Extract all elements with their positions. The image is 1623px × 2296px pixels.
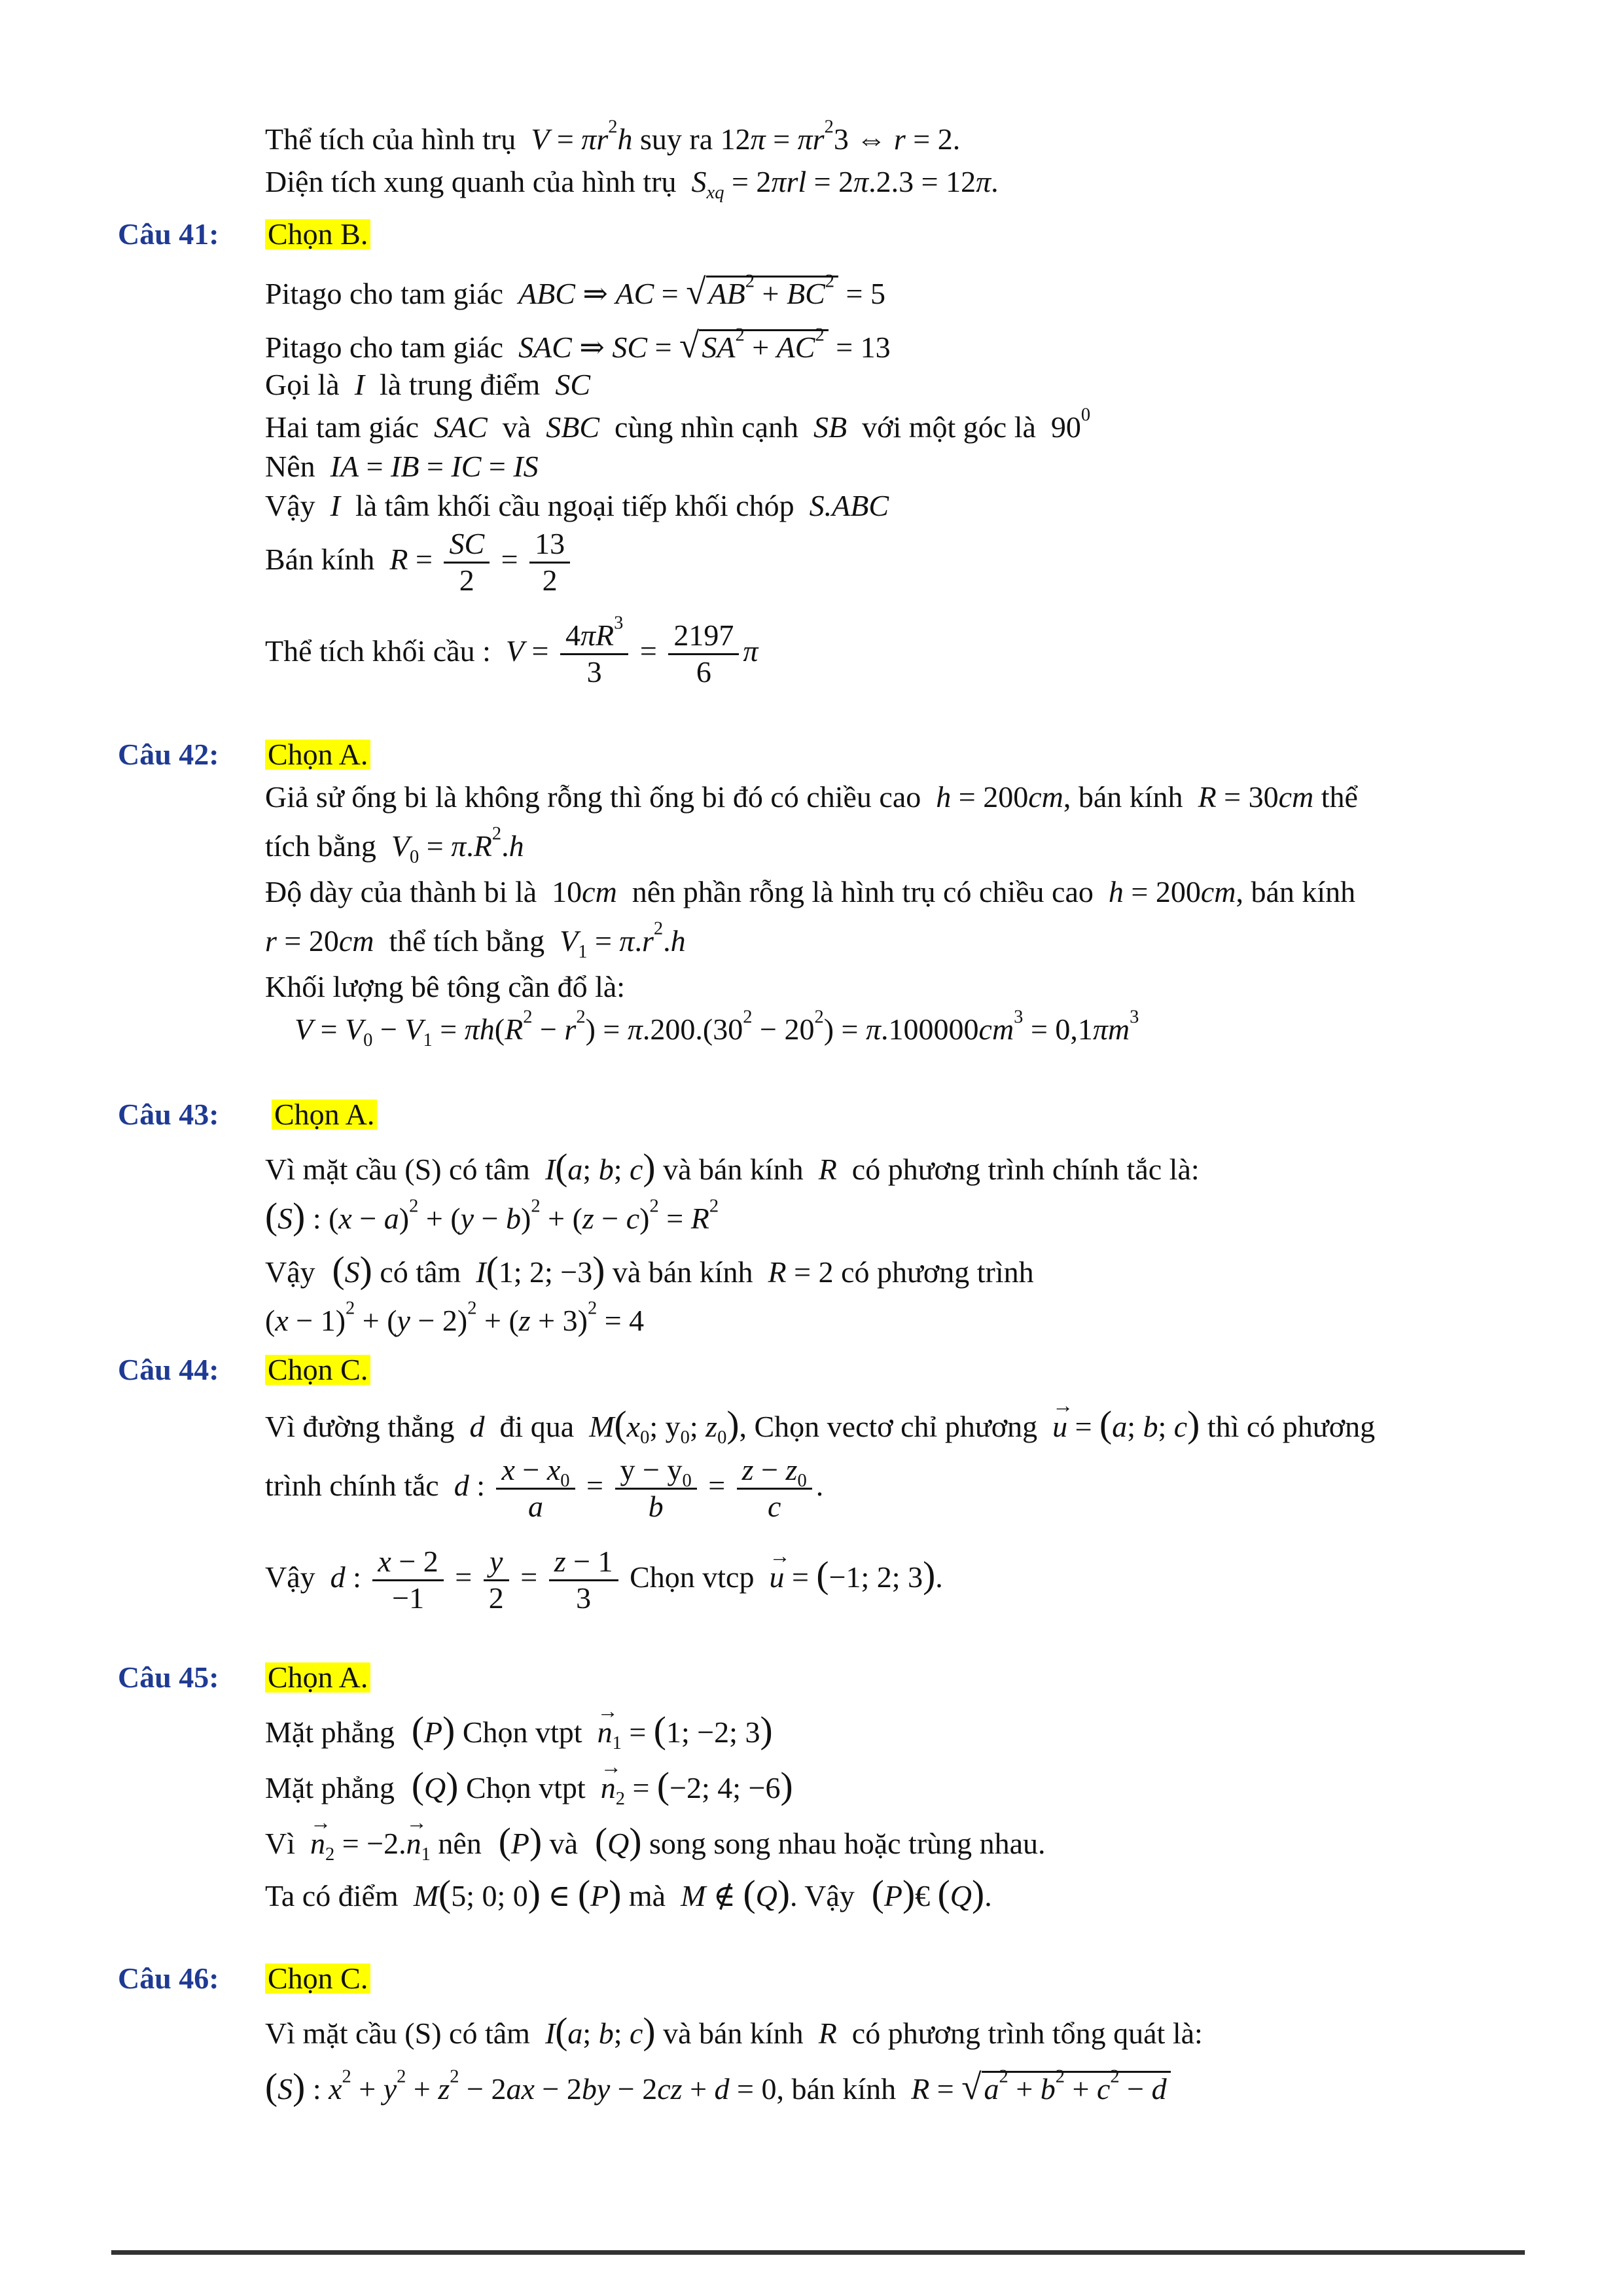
q44-text-3b: Chọn vtcp [630,1560,755,1594]
footer-rule [111,2250,1525,2255]
q45-text-2b: Chọn vtpt [465,1771,586,1804]
q41-line-2: Pitago cho tam giác SAC ⇒ SC = $√SA^2 + AC^2 = 13$ [265,325,891,365]
q41-label: Câu 41: [118,217,219,251]
q42-text-5: Khối lượng bê tông cần đổ là: [265,970,626,1003]
q41-text-8: Thể tích khối cầu : [265,634,491,668]
q43-text-1c: có phương trình chính tắc là: [851,1153,1200,1186]
q45-text-3b: nên [438,1827,482,1860]
q41-text-7: Bán kính [265,542,375,576]
intro-volume-line: Thể tích của hình trụ $V = \pi r^2h$ suy ra $12\pi = \pi r^23$ ⇔ r = 2. [265,117,961,156]
q43-line-2: (S) : $(x - a)^2 + (y - b)^2 + (z - c)^2 = R^2$ [265,1196,719,1237]
q44-text-1c: , Chọn vectơ chỉ phương [739,1410,1038,1443]
q45-label: Câu 45: [118,1660,219,1694]
intro-text-area: Diện tích xung quanh của hình trụ [265,165,677,198]
q43-text-3b: có tâm [380,1255,461,1289]
q45-line-4: Ta có điểm M(5; 0; 0) ∈ (P) mà M ∉ (Q). Vậy (P)€ (Q). [265,1873,992,1914]
q45-answer: Chọn A. [265,1662,370,1693]
q43-label: Câu 43: [118,1098,219,1131]
q41-text-4: Hai tam giác [265,410,419,444]
q42-line-3: Độ dày của thành bi là 10cm nên phần rỗng là hình trụ có chiều cao h = 200cm, bán kính [265,875,1356,908]
q43-text-3d: có phương trình [841,1255,1034,1289]
q41-text-5: Nên [265,450,315,483]
q45-text-3c: và [549,1827,579,1860]
q43-text-1b: và bán kính [663,1153,804,1186]
q44-text-3: Vậy [265,1560,315,1594]
q44-line-1: Vì đường thẳng d đi qua $M(x_0$; $y_0$; $z_0$), Chọn vectơ chỉ phương → u = (a; b; c) thì có phương [265,1406,1375,1444]
q41-answer: Chọn B. [265,219,370,249]
q46-line-2: (S) : $x^2 + y^2 + z^2 - 2ax - 2by - 2cz + d = 0$, bán kính $R = √a^2 + b^2 + c^2 - d$ [265,2068,1171,2106]
q43-text-3: Vậy [265,1255,315,1289]
q45-line-1: Mặt phẳng (P) Chọn vtpt → $n_1 = (1$; −2; 3) [265,1712,773,1749]
q46-answer: Chọn C. [265,1964,370,1994]
q43-answer: Chọn A. [272,1100,377,1130]
q42-text-3b: nên phần rỗng là hình trụ có chiều cao [632,875,1094,908]
q43-line-1: Vì mặt cầu (S) có tâm I(a; b; c) và bán kính R có phương trình chính tắc là: [265,1147,1200,1188]
q42-text-1: Giả sử ống bi là không rỗng thì ống bi đó có chiều cao [265,780,921,814]
q43-line-4: $(x - 1)^2 + (y - 2)^2 + (z + 3)^2 = 4$ [265,1298,645,1337]
q41-text-1: Pitago cho tam giác [265,277,504,310]
q42-text-3c: , bán kính [1236,875,1356,908]
q42-text-4b: thể tích bằng [389,924,545,958]
q44-line-3: Vậy d : $\frac{x - 2}{-1}$ = $\frac{y}{2}$ = $\frac{z - 1}{3}$ Chọn vtcp → u = (−1; 2; 3). [265,1545,943,1616]
q41-text-2: Pitago cho tam giác [265,331,504,364]
q44-text-1: Vì đường thẳng [265,1410,455,1443]
q41-line-3: Gọi là I là trung điểm SC [265,368,590,401]
q44-label: Câu 44: [118,1353,219,1386]
q41-text-3: Gọi là [265,368,340,401]
intro-text-suyra: suy ra [640,122,713,156]
q45-line-2: Mặt phẳng (Q) Chọn vtpt → $n_2 = (-2$; 4; −6) [265,1767,793,1805]
q41-line-7: Bán kính R = $\frac{SC}{2}$ = $\frac{13}{2}$ [265,527,574,598]
q46-text-1c: có phương trình tổng quát là: [851,2017,1203,2050]
q46-text-1: Vì mặt cầu (S) có tâm [265,2017,530,2050]
q46-text-1b: và bán kính [663,2017,804,2050]
q46-label: Câu 46: [118,1962,219,1995]
q44-text-2: trình chính tắc [265,1468,439,1502]
q41-line-4: Hai tam giác SAC và SBC cùng nhìn cạnh SB với một góc là $90^0$ [265,404,1091,444]
q45-text-3d: song song nhau hoặc trùng nhau. [649,1827,1046,1860]
q45-text-4c: . Vậy [790,1879,855,1912]
q43-text-3c: và bán kính [612,1255,753,1289]
q41-text-4c: cùng nhìn cạnh [615,410,799,444]
q44-answer: Chọn C. [265,1355,370,1385]
q42-line-2: tích bằng $V_0 = \pi.R^2.h$ [265,823,524,867]
q44-text-1d: thì có phương [1207,1410,1376,1443]
q41-line-1: Pitago cho tam giác ABC ⇒ AC = $√AB^2 + BC^2 = 5$ [265,271,885,312]
q45-text-1b: Chọn vtpt [462,1715,582,1749]
q41-text-4d: với một góc là [862,410,1036,444]
q42-text-2: tích bằng [265,829,376,863]
q42-answer: Chọn A. [265,740,370,770]
q45-line-3: Vì → $n_2 = -2.\to n_1$ nên (P) và (Q) song song nhau hoặc trùng nhau. [265,1823,1046,1861]
intro-area-line: Diện tích xung quanh của hình trụ $S_{xq} = 2\pi rl = 2\pi.2.3 = 12\pi$. [265,165,999,203]
q41-line-5: Nên IA = IB = IC = IS [265,450,539,483]
q42-text-1c: thể [1321,780,1358,814]
q45-text-2: Mặt phẳng [265,1771,395,1804]
q45-text-4: Ta có điểm [265,1879,399,1912]
q43-line-3: Vậy (S) có tâm I(1; 2; −3) và bán kính R = 2 có phương trình [265,1249,1034,1291]
q42-text-1b: , bán kính [1063,780,1183,814]
q42-label: Câu 42: [118,738,219,771]
q41-text-4b: và [502,410,531,444]
q41-text-6: Vậy [265,489,315,522]
q41-text-3b: là trung điểm [380,368,541,401]
q42-text-3: Độ dày của thành bi là [265,875,537,908]
q42-line-4: r = 20cm thể tích bằng $V_1 = \pi.r^2.h$ [265,918,686,962]
q41-text-6b: là tâm khối cầu ngoại tiếp khối chóp [355,489,794,522]
q43-text-1: Vì mặt cầu (S) có tâm [265,1153,530,1186]
q45-text-4b: mà [628,1879,666,1912]
q45-text-1: Mặt phẳng [265,1715,395,1749]
q42-line-5 [265,972,625,1002]
q45-text-3: Vì [265,1827,295,1860]
q46-line-1: Vì mặt cầu (S) có tâm I(a; b; c) và bán kính R có phương trình tổng quát là: [265,2011,1203,2052]
q46-text-2b: , bán kính [776,2072,897,2106]
q44-line-2: trình chính tắc d : $\frac{x - x_0}{a}$ = $\frac{y - y_0}{b}$ = $\frac{z - z_0}{c}$ . [265,1453,824,1523]
intro-text-volume: Thể tích của hình trụ [265,122,516,156]
q42-line-1: Giả sử ống bi là không rỗng thì ống bi đó có chiều cao h = 200cm, bán kính R = 30cm thể [265,780,1358,814]
q42-line-6: $V = V_0 - V_1 = \pi h(R^2 - r^2) = \pi.200.(30^2 - 20^2) = \pi.100000cm^3 = 0,1\pi m^3$ [294,1007,1139,1050]
q41-line-8: Thể tích khối cầu : V = $\frac{4\pi R^3}{3}$ = $\frac{2197}{6}$ π [265,613,758,689]
q41-line-6: Vậy I là tâm khối cầu ngoại tiếp khối chóp S.ABC [265,489,889,522]
q44-text-1b: đi qua [499,1410,575,1443]
